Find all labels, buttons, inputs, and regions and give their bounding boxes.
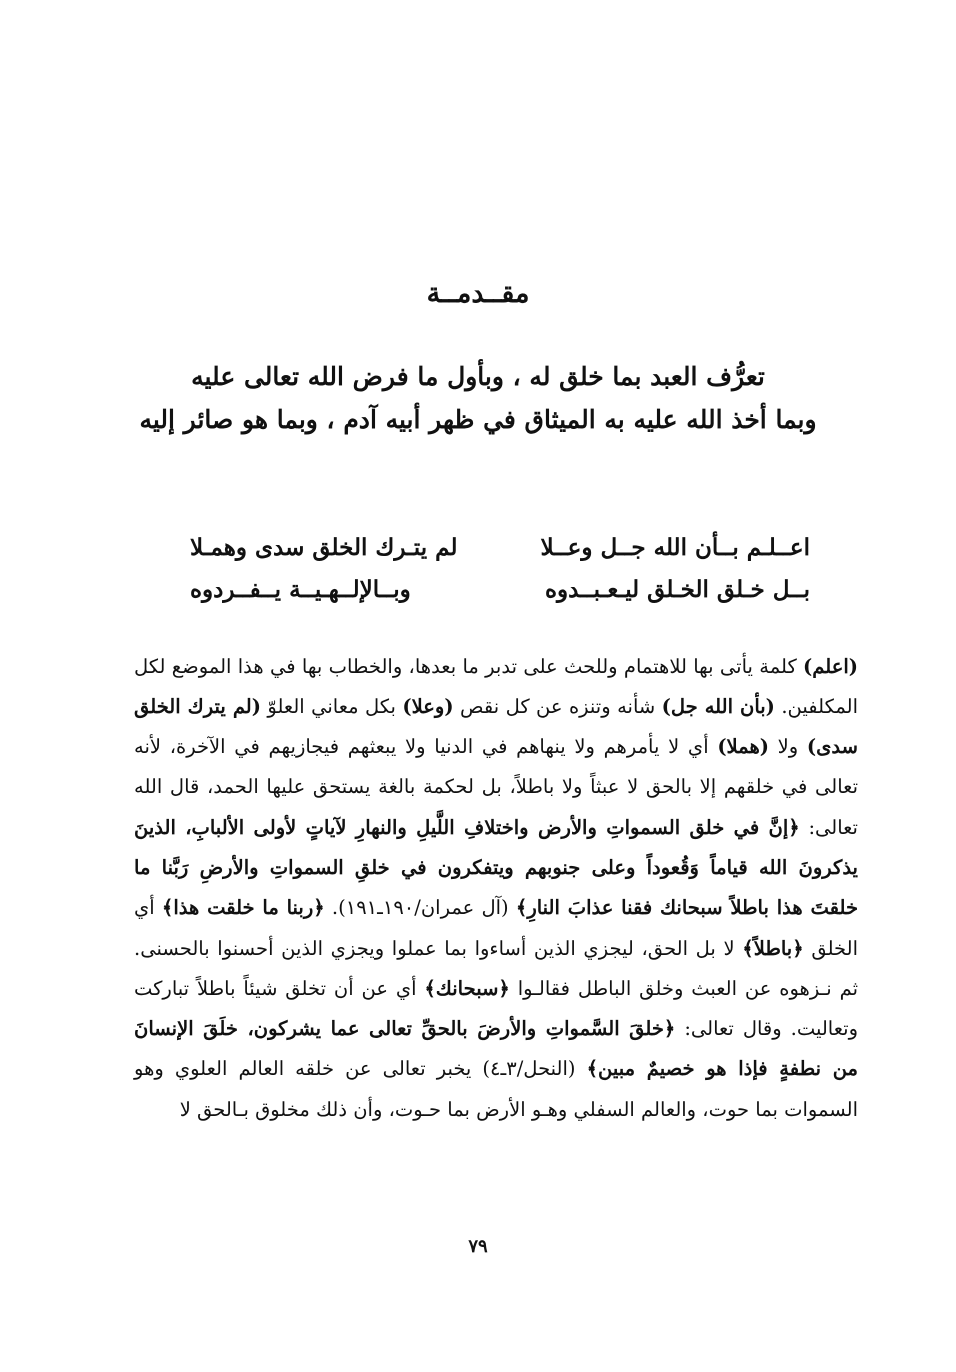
commentary-text: أي لا يأمرهم ولا ينهاهم في الدنيا ولا يبعثهم فيجازيهم في الآخرة، لأنه تعالى في خلقهم إلا بالحق لا عبثاً ولا باطلاً، بل لحكمة بالغة يستحق عليها الحمد، قال الله تعالى:	[134, 735, 858, 839]
commentary-text: أي الخلق	[134, 896, 858, 960]
subtitle-line-2: وبما أخذ الله عليه به الميثاق في ظهر أبيه آدم ، وبما هو صائر إليه	[139, 405, 817, 434]
commentary-text: لا بل الحق، ليجزي الذين أساءوا بما عملوا ويجزي الذين أحسنوا بالحسنى. ثم نـزهوه عن العبث وخلق الباطل فقالـوا	[134, 936, 858, 1000]
quoted-term: (بأن الله جل)	[661, 694, 775, 718]
quran-verse: ﴿خلقَ السَّمواتِ والأرضَ بالحقِّ تعالى عما يشركون، خلَقَ الإنسانَ من نطفةٍ فإذا هو خصيمٌ مبين﴾	[134, 1017, 858, 1081]
commentary-paragraph	[134, 647, 858, 1131]
verse-2-first-hemistich: بــل خـلق الخـلق ليـعـبــدوه	[544, 576, 810, 603]
commentary-text: (النحل/٣ـ٤) يخبر تعالى عن خلقه العالم العلوي وهو السموات بما حوت، والعالم السفلي وهـو الأرض بما حـوت، وأن ذلك مخلوق بـالحق لا	[134, 1057, 858, 1121]
commentary-text: ولا	[768, 735, 807, 759]
quran-verse: ﴿إنَّ في خلق السمواتِ والأرض واختلافِ اللَّيلِ والنهارِ لآياتٍ لأولى الألبابِ، الذينَ يذكرونَ الله قياماً وَقُعوداً وعلى جنوبهم ويتفكرون في خلقِ السمواتِ والأرضِ رَبَّنا ما خلقتَ هذا باطلاً سبحانك فقنا عذابَ النارِ﴾	[134, 815, 858, 920]
commentary-text: كلمة يأتى بها للاهتمام وللحث على تدبر ما بعدها، والخطاب بها في هذا الموضع لكل المكلفين.	[134, 654, 858, 718]
verse-1-second-hemistich: لم يتـرك الخلق سدى وهمـلا	[190, 534, 458, 561]
quoted-term: (وعلا)	[402, 694, 454, 718]
poem-verse-1	[190, 534, 810, 570]
verse-2-second-hemistich: وبــالإلــهـيــة يــفــردوه	[190, 576, 411, 603]
commentary-text: شأنه وتنزه عن كل نقص	[453, 694, 662, 718]
commentary-text: بكل معاني العلوّ	[260, 694, 403, 718]
quoted-term: (اعلم)	[803, 654, 858, 678]
quran-verse: ﴿ربنا ما خلقت هذا﴾	[161, 896, 325, 920]
quoted-term: (لم يترك الخلق سدى)	[134, 694, 858, 759]
page-number: ٧٩	[468, 1236, 488, 1257]
commentary-text: أي عن أن تخلق شيئاً باطلاً تباركت وتعاليت. وقال تعالى:	[134, 976, 858, 1041]
subtitle-line-1: تعرُّف العبد بما خلق له ، وبأول ما فرض الله تعالى عليه	[191, 362, 765, 391]
chapter-subtitle	[130, 355, 826, 441]
quran-verse: ﴿سبحانك﴾	[424, 976, 510, 1000]
verse-reference: (آل عمران/١٩٠ـ١٩١).	[324, 896, 516, 920]
chapter-title: مقــدمــة	[426, 278, 530, 309]
quoted-term: (هملا)	[717, 735, 769, 759]
verse-1-first-hemistich: اعــلـم بــأن الله جــل وعــلا	[540, 534, 810, 561]
quran-verse: ﴿باطلاً﴾	[742, 936, 804, 960]
poem-verse-2	[190, 576, 810, 612]
